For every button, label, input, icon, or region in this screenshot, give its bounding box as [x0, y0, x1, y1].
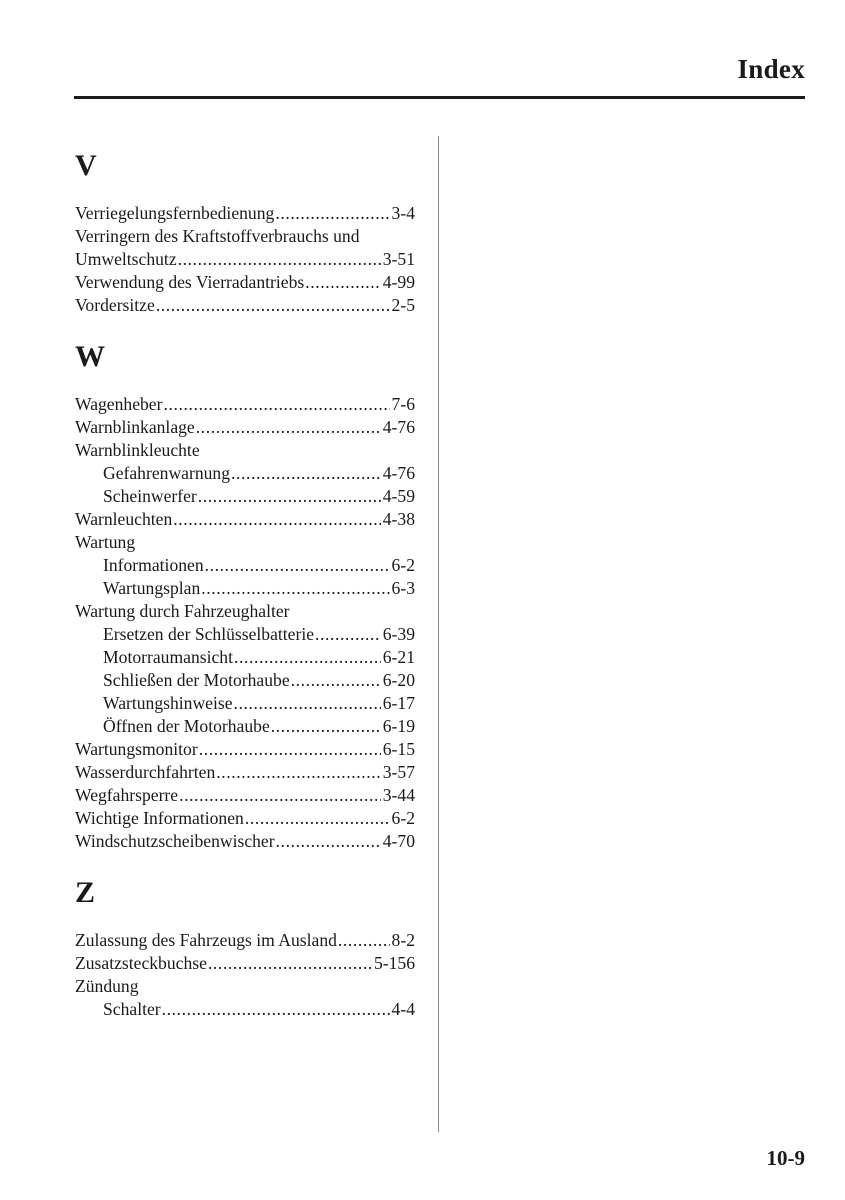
entry-page-ref: 6-20	[382, 670, 415, 690]
dot-leader	[179, 784, 381, 807]
entry-label: Wartung	[75, 532, 136, 552]
entry-label: Wichtige Informationen	[75, 808, 244, 828]
dot-leader	[178, 248, 381, 271]
entry-label: Zündung	[75, 976, 139, 996]
entry-page-ref: 8-2	[391, 930, 415, 950]
page-number: 10-9	[766, 1146, 805, 1170]
entry-page-ref: 4-76	[382, 417, 415, 437]
index-entry	[75, 784, 415, 807]
index-subentry	[75, 669, 415, 692]
header-rule	[74, 96, 805, 99]
entry-page-ref: 4-38	[382, 509, 415, 529]
index-entry	[75, 416, 415, 439]
entry-label: Schalter	[103, 999, 161, 1019]
dot-leader	[205, 554, 390, 577]
index-subentry	[75, 485, 415, 508]
index-subentry	[75, 623, 415, 646]
dot-leader	[173, 508, 380, 531]
dot-leader	[271, 715, 381, 738]
entry-page-ref: 6-3	[391, 578, 415, 598]
entry-label: Verriegelungsfernbedienung	[75, 203, 275, 223]
dot-leader	[291, 669, 381, 692]
entry-label: Wasserdurchfahrten	[75, 762, 216, 782]
entry-page-ref: 2-5	[391, 295, 415, 315]
index-entry	[75, 807, 415, 830]
index-subentry	[75, 577, 415, 600]
entry-label: Zusatzsteckbuchse	[75, 953, 207, 973]
entry-page-ref: 3-51	[382, 249, 415, 269]
index-column-left	[75, 148, 415, 1043]
dot-leader	[231, 462, 381, 485]
index-entry	[75, 439, 415, 462]
entry-label: Vordersitze	[75, 295, 155, 315]
entry-page-ref: 6-19	[382, 716, 415, 736]
dot-leader	[245, 807, 390, 830]
dot-leader	[234, 692, 381, 715]
entry-label: Wagenheber	[75, 394, 163, 414]
dot-leader	[338, 929, 390, 952]
index-subentry	[75, 998, 415, 1021]
entry-label: Warnleuchten	[75, 509, 173, 529]
dot-leader	[315, 623, 381, 646]
index-entry	[75, 271, 415, 294]
entry-label: Öffnen der Motorhaube	[103, 716, 270, 736]
index-entry	[75, 975, 415, 998]
entry-page-ref: 7-6	[391, 394, 415, 414]
entry-label: Umweltschutz	[75, 249, 177, 269]
entry-page-ref: 3-4	[391, 203, 415, 223]
dot-leader	[196, 416, 381, 439]
index-entry	[75, 508, 415, 531]
entry-label: Schließen der Motorhaube	[103, 670, 290, 690]
dot-leader	[216, 761, 381, 784]
entry-label: Zulassung des Fahrzeugs im Ausland	[75, 930, 337, 950]
section-letter: W	[75, 340, 105, 373]
entry-label: Scheinwerfer	[103, 486, 197, 506]
dot-leader	[201, 577, 389, 600]
entry-label: Wartungsmonitor	[75, 739, 198, 759]
dot-leader	[208, 952, 372, 975]
dot-leader	[199, 738, 381, 761]
dot-leader	[275, 202, 389, 225]
index-entry	[75, 952, 415, 975]
entry-page-ref: 5-156	[373, 953, 415, 973]
index-entry	[75, 225, 415, 248]
entry-label: Wartungsplan	[103, 578, 201, 598]
dot-leader	[276, 830, 381, 853]
entry-page-ref: 4-4	[391, 999, 415, 1019]
entry-label: Wegfahrsperre	[75, 785, 179, 805]
entry-page-ref: 6-21	[382, 647, 415, 667]
page-title: Index	[737, 54, 805, 84]
entry-label: Verwendung des Vierradantriebs	[75, 272, 305, 292]
entry-label: Ersetzen der Schlüsselbatterie	[103, 624, 315, 644]
index-entry	[75, 202, 415, 225]
index-entry	[75, 600, 415, 623]
dot-leader	[163, 393, 389, 416]
index-entry	[75, 761, 415, 784]
index-subentry	[75, 692, 415, 715]
dot-leader	[156, 294, 390, 317]
index-entry-list	[75, 929, 415, 1021]
index-subentry	[75, 715, 415, 738]
entry-label: Wartungshinweise	[103, 693, 233, 713]
entry-page-ref: 3-57	[382, 762, 415, 782]
entry-label: Verringern des Kraftstoffverbrauchs und	[75, 226, 360, 246]
entry-label: Motorraumansicht	[103, 647, 233, 667]
entry-page-ref: 3-44	[382, 785, 415, 805]
index-entry	[75, 738, 415, 761]
entry-page-ref: 6-17	[382, 693, 415, 713]
index-entry-list	[75, 202, 415, 317]
dot-leader	[305, 271, 381, 294]
index-entry	[75, 248, 415, 271]
entry-page-ref: 6-15	[382, 739, 415, 759]
section-letter: V	[75, 149, 97, 182]
entry-page-ref: 6-2	[391, 555, 415, 575]
entry-page-ref: 4-76	[382, 463, 415, 483]
index-subentry	[75, 554, 415, 577]
entry-label: Windschutzscheibenwischer	[75, 831, 275, 851]
entry-page-ref: 4-99	[382, 272, 415, 292]
dot-leader	[162, 998, 390, 1021]
index-entry	[75, 531, 415, 554]
index-subentry	[75, 646, 415, 669]
dot-leader	[198, 485, 381, 508]
entry-page-ref: 4-70	[382, 831, 415, 851]
index-entry	[75, 294, 415, 317]
entry-page-ref: 4-59	[382, 486, 415, 506]
index-entry	[75, 830, 415, 853]
entry-label: Gefahrenwarnung	[103, 463, 231, 483]
index-entry	[75, 929, 415, 952]
dot-leader	[234, 646, 381, 669]
entry-page-ref: 6-39	[382, 624, 415, 644]
entry-label: Informationen	[103, 555, 204, 575]
entry-label: Warnblinkanlage	[75, 417, 195, 437]
index-entry	[75, 393, 415, 416]
entry-label: Wartung durch Fahrzeughalter	[75, 601, 290, 621]
index-entry-list	[75, 393, 415, 853]
entry-page-ref: 6-2	[391, 808, 415, 828]
column-divider	[438, 136, 439, 1132]
entry-label: Warnblinkleuchte	[75, 440, 200, 460]
index-subentry	[75, 462, 415, 485]
section-letter: Z	[75, 876, 96, 909]
